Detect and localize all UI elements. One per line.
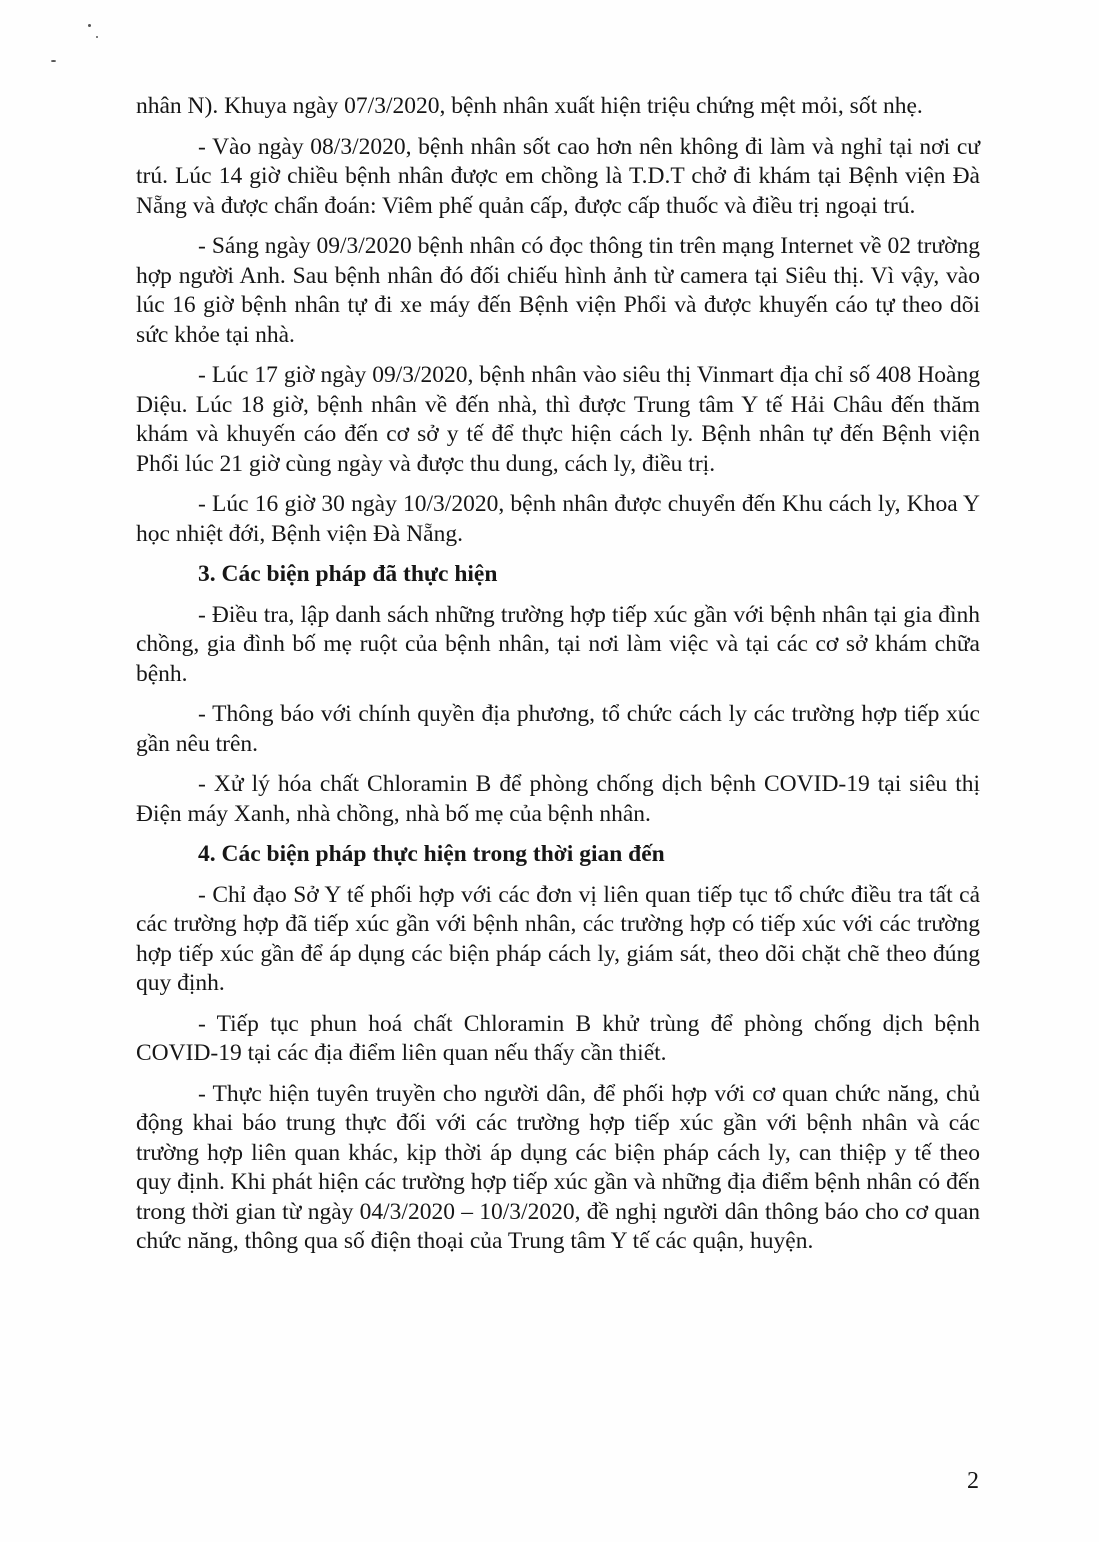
scan-speck: [96, 36, 98, 38]
paragraph-notification: - Thông báo với chính quyền địa phương, tổ chức cách ly các trường hợp tiếp xúc gần nêu trên.: [136, 701, 980, 757]
paragraph-march-10: - Lúc 16 giờ 30 ngày 10/3/2020, bệnh nhân được chuyển đến Khu cách ly, Khoa Y học nhiệt đới, Bệnh viện Đà Nẵng.: [136, 491, 980, 547]
paragraph-continue-spraying: - Tiếp tục phun hoá chất Chloramin B khử trùng để phòng chống dịch bệnh COVID-19 tại các địa điểm liên quan nếu thấy cần thiết.: [136, 1010, 980, 1066]
section-heading-4: 4. Các biện pháp thực hiện trong thời gian đến: [198, 841, 665, 867]
paragraph-march-9-evening: - Lúc 17 giờ ngày 09/3/2020, bệnh nhân vào siêu thị Vinmart địa chỉ số 408 Hoàng Diệu. Lúc 18 giờ, bệnh nhân về đến nhà, thì được Trung tâm Y tế Hải Châu đến thăm khám và khuyến cáo đến cơ sở y tế để thực hiện cách ly. Bệnh nhân tự đến Bệnh viện Phổi lúc 21 giờ cùng ngày và được thu dung, cách ly, điều trị.: [136, 362, 980, 477]
paragraph-disinfection: - Xử lý hóa chất Chloramin B để phòng chống dịch bệnh COVID-19 tại siêu thị Điện máy Xanh, nhà chồng, nhà bố mẹ của bệnh nhân.: [136, 771, 980, 827]
section-heading-3: 3. Các biện pháp đã thực hiện: [198, 561, 498, 587]
page-number: 2: [967, 1468, 979, 1494]
scan-speck: [51, 60, 56, 62]
paragraph-public-communication: - Thực hiện tuyên truyền cho người dân, để phối hợp với cơ quan chức năng, chủ động khai báo trung thực đối với các trường hợp tiếp xúc gần với bệnh nhân và các trường hợp liên quan khác, kịp thời áp dụng các biện pháp cách ly, can thiệp y tế theo quy định. Khi phát hiện các trường hợp tiếp xúc gần và những địa điểm bệnh nhân có đến trong thời gian từ ngày 04/3/2020 – 10/3/2020, đề nghị người dân thông báo cho cơ quan chức năng, thông qua số điện thoại của Trung tâm Y tế các quận, huyện.: [136, 1080, 980, 1254]
paragraph-investigation: - Điều tra, lập danh sách những trường hợp tiếp xúc gần với bệnh nhân tại gia đình chồng, gia đình bố mẹ ruột của bệnh nhân, tại nơi làm việc và tại các cơ sở khám chữa bệnh.: [136, 601, 980, 687]
document-body: [136, 92, 980, 1268]
scan-speck: [88, 24, 91, 27]
paragraph-continuation: nhân N). Khuya ngày 07/3/2020, bệnh nhân xuất hiện triệu chứng mệt mỏi, sốt nhẹ.: [136, 93, 923, 119]
paragraph-march-8: - Vào ngày 08/3/2020, bệnh nhân sốt cao hơn nên không đi làm và nghỉ tại nơi cư trú. Lúc 14 giờ chiều bệnh nhân được em chồng là T.D.T chở đi khám tại Bệnh viện Đà Nẵng và được chẩn đoán: Viêm phế quản cấp, được cấp thuốc và điều trị ngoại trú.: [136, 133, 980, 219]
paragraph-march-9-morning: - Sáng ngày 09/3/2020 bệnh nhân có đọc thông tin trên mạng Internet về 02 trường hợp người Anh. Sau bệnh nhân đó đối chiếu hình ảnh từ camera tại Siêu thị. Vì vậy, vào lúc 16 giờ bệnh nhân tự đi xe máy đến Bệnh viện Phổi và được khuyến cáo tự theo dõi sức khỏe tại nhà.: [136, 233, 980, 348]
paragraph-direct-health-dept: - Chỉ đạo Sở Y tế phối hợp với các đơn vị liên quan tiếp tục tổ chức điều tra tất cả các trường hợp đã tiếp xúc gần với bệnh nhân, các trường hợp có tiếp xúc với các trường hợp tiếp xúc gần để áp dụng các biện pháp cách ly, giám sát, theo dõi chặt chẽ theo đúng quy định.: [136, 881, 980, 996]
